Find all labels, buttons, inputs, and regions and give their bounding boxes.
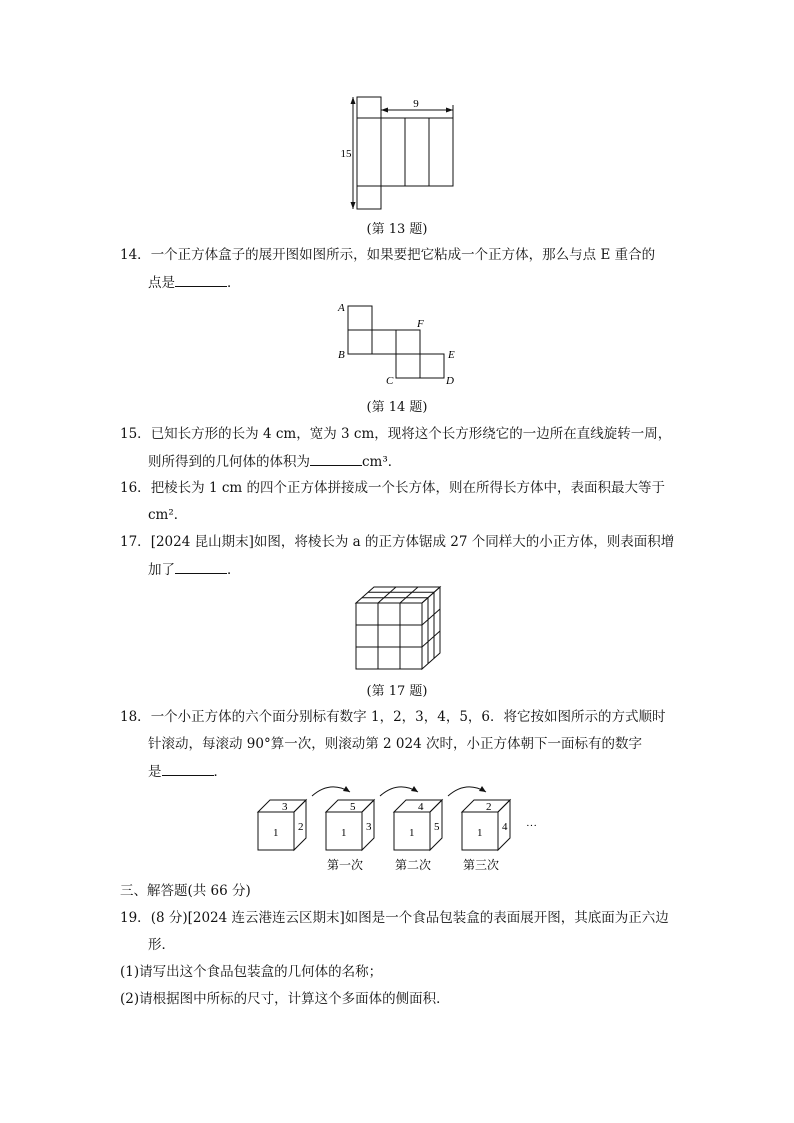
fig14-label-d: D (446, 375, 454, 387)
q15-answer-blank[interactable] (310, 451, 362, 466)
roll-arrow-1 (312, 787, 350, 796)
fig13-dim-height: 15 (340, 148, 352, 160)
q19-line1 (120, 908, 669, 928)
fig17-caption: (第 17 题) (366, 684, 428, 699)
q18-line2 (148, 734, 642, 754)
fig13-top-flap (357, 97, 381, 118)
cube-front-label: 1 (273, 827, 279, 839)
q14-line2 (148, 272, 241, 293)
fig13-caption: (第 13 题) (366, 222, 428, 237)
q15-line2 (148, 451, 401, 472)
rolling-cube (258, 800, 306, 850)
q16-line1 (120, 478, 665, 498)
q15-number: 15． (120, 426, 151, 442)
q14-text2-prefix: 点是 (148, 275, 175, 291)
q19-line2: 形． (148, 937, 175, 953)
cube-top-label: 2 (486, 801, 492, 813)
section3-title: 三、解答题(共 66 分) (120, 883, 251, 899)
fig13-dim-width: 9 (413, 98, 419, 110)
cube-top-label: 3 (282, 801, 288, 813)
q19-part2: (2)请根据图中所标的尺寸，计算这个多面体的侧面积． (120, 991, 450, 1007)
q17-text2-prefix: 加了 (148, 562, 175, 578)
q17-line1 (120, 532, 674, 552)
q14-line1 (120, 245, 655, 265)
q14-number: 14． (120, 247, 151, 263)
rolling-cube (462, 800, 510, 850)
q19-text1: (8 分)[2024 连云港连云区期末]如图是一个食品包装盒的表面展开图，其底面为正六边 (150, 910, 669, 926)
q16-line2 (148, 505, 187, 525)
cube-side-label: 5 (434, 821, 440, 833)
q14-answer-blank[interactable] (175, 272, 227, 287)
q17-answer-blank[interactable] (175, 559, 227, 574)
figure-13 (330, 90, 470, 220)
fig18-ellipsis: ··· (526, 820, 537, 832)
q15-text1: 已知长方形的长为 4 cm，宽为 3 cm，现将这个长方形绕它的一边所在直线旋转一周， (150, 426, 672, 442)
roll-arrow-3 (448, 787, 486, 796)
q14-text2-suffix: ． (227, 275, 241, 291)
q18-text2: 针滚动，每滚动 90°算一次，则滚动第 2 024 次时，小正方体朝下一面标有的数字 (148, 736, 642, 752)
q18-line3 (148, 761, 227, 782)
cube-front-label: 1 (477, 827, 483, 839)
rolling-cube (326, 800, 374, 850)
q18-text3-suffix: ． (213, 764, 227, 780)
fig14-label-b: B (338, 349, 345, 361)
fig14-label-a: A (338, 302, 345, 314)
q16-number: 16． (120, 480, 151, 496)
figure-18 (250, 782, 550, 877)
fig14-label-c: C (386, 375, 394, 387)
cube-top-label: 5 (350, 801, 356, 813)
q18-text1: 一个小正方体的六个面分别标有数字 1，2，3，4，5，6．将它按如图所示的方式顺时 (150, 709, 666, 725)
roll-arrow-2 (380, 787, 418, 796)
q18-number: 18． (120, 709, 151, 725)
fig14-label-f: F (417, 318, 424, 330)
q18-text3-prefix: 是 (148, 764, 162, 780)
q17-text2-suffix: ． (227, 562, 241, 578)
fig18-step-1: 第一次 (326, 858, 364, 872)
figure-17 (350, 583, 445, 675)
fig14-caption: (第 14 题) (366, 400, 428, 415)
q14-text1: 一个正方体盒子的展开图如图所示，如果要把它粘成一个正方体，那么与点 E 重合的 (150, 247, 656, 263)
q17-text1: [2024 昆山期末]如图，将棱长为 a 的正方体锯成 27 个同样大的小正方体，则表面积增 (150, 534, 675, 550)
fig14-label-e: E (448, 349, 455, 361)
q15-line1 (120, 424, 671, 444)
q17-number: 17． (120, 534, 151, 550)
cube-front-label: 1 (341, 827, 347, 839)
cube-top-label: 4 (418, 801, 424, 813)
fig18-step-2: 第二次 (394, 858, 432, 872)
q16-text2: cm²． (148, 507, 188, 523)
q18-line1 (120, 707, 666, 727)
cube-side-label: 4 (502, 821, 508, 833)
q19-number: 19． (120, 910, 151, 926)
rolling-cube (394, 800, 442, 850)
q19-part1: (1)请写出这个食品包装盒的几何体的名称； (120, 964, 383, 980)
q18-answer-blank[interactable] (162, 761, 214, 776)
q16-text1: 把棱长为 1 cm 的四个正方体拼接成一个长方体，则在所得长方体中，表面积最大等于 (150, 480, 666, 496)
cube-front-label: 1 (409, 827, 415, 839)
cube-side-label: 3 (366, 821, 372, 833)
q15-text2-suffix: cm³． (362, 454, 402, 470)
q15-text2-prefix: 则所得到的几何体的体积为 (148, 454, 310, 470)
fig13-bottom-flap (357, 186, 381, 209)
cube-side-label: 2 (298, 821, 304, 833)
figure-14 (332, 298, 462, 390)
fig18-step-3: 第三次 (462, 858, 500, 872)
q17-line2 (148, 559, 241, 580)
